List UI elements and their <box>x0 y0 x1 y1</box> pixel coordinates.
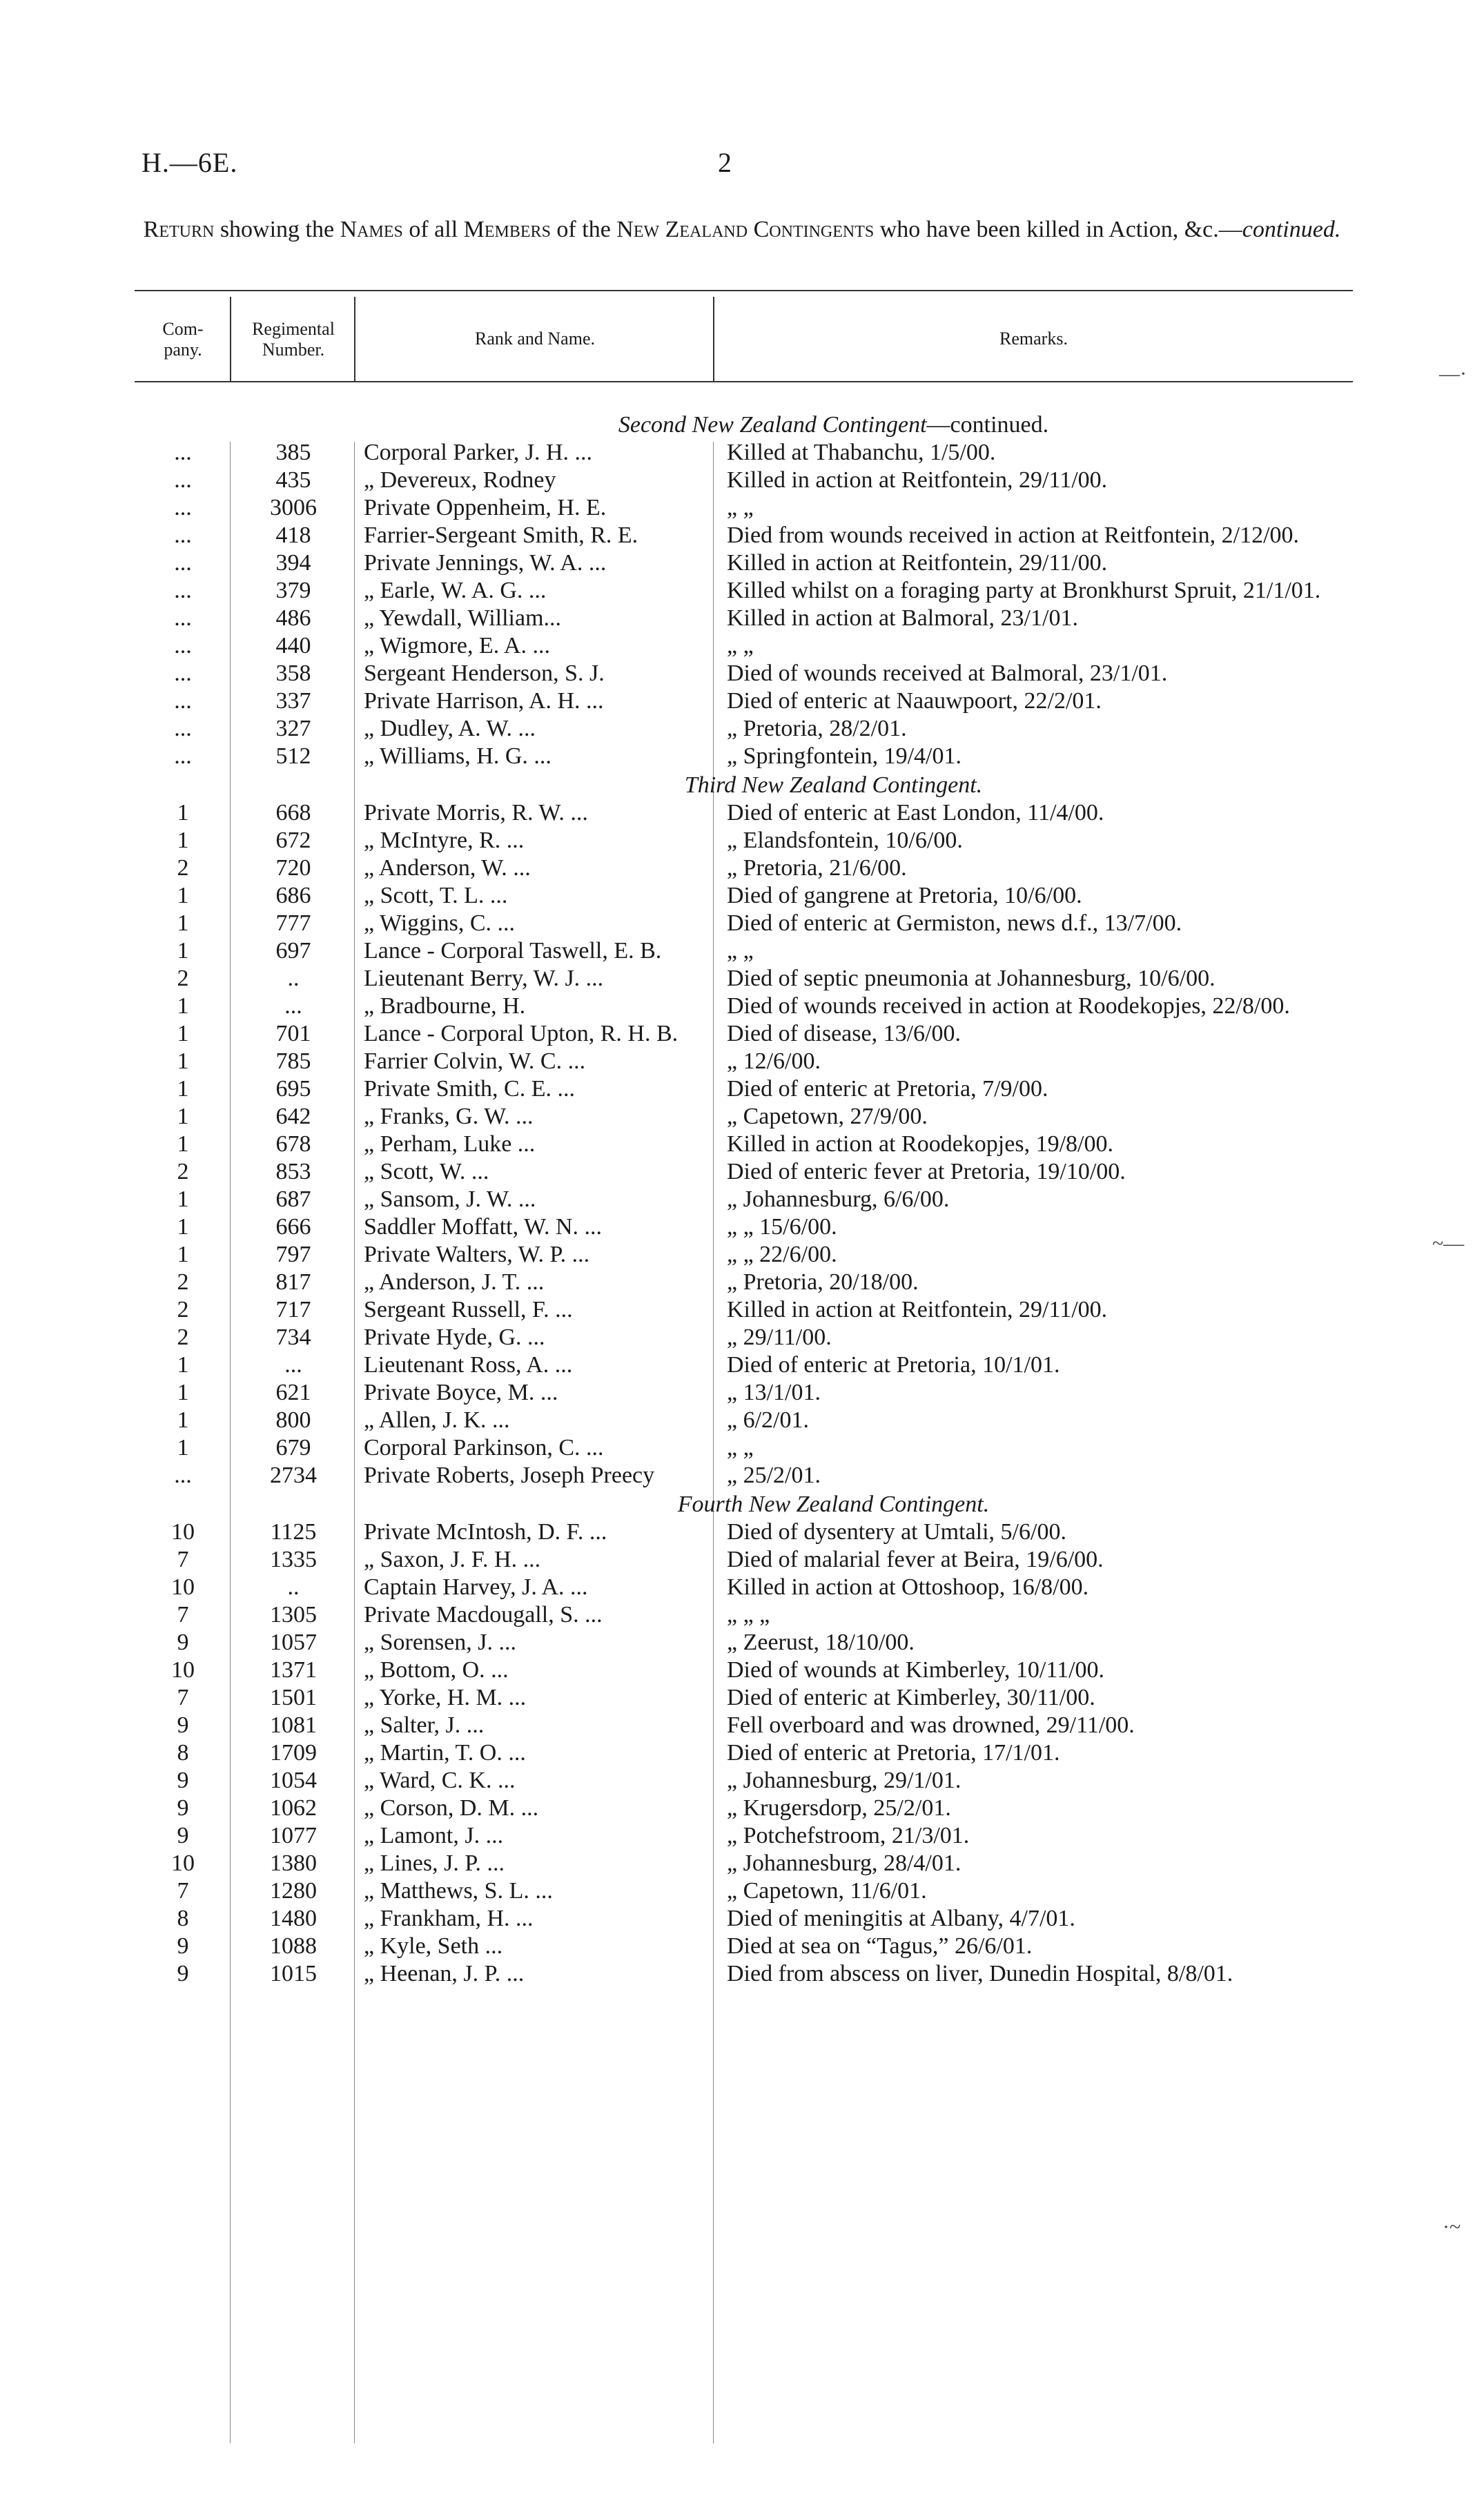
table-row <box>135 1960 1353 1988</box>
table-row <box>135 1518 1353 1546</box>
company-cell: 1 <box>177 1021 189 1046</box>
company-cell: 10 <box>171 1574 195 1600</box>
remarks-cell: „ „ <box>727 633 754 658</box>
rank-name-cell: „ Franks, G. W. ... <box>364 1104 534 1129</box>
company-cell: 1 <box>177 1048 189 1074</box>
company-cell: ... <box>174 522 192 548</box>
table-row <box>135 1131 1353 1158</box>
remarks-cell: „ „ <box>727 938 754 964</box>
remarks-cell: Died of enteric at Germiston, news d.f., 13/7/00. <box>727 910 1182 936</box>
rank-name-cell: „ Anderson, J. T. ... <box>364 1269 545 1295</box>
remarks-cell: Died of wounds received at Balmoral, 23/1/01. <box>727 661 1168 686</box>
regimental-number-cell: .. <box>287 966 300 991</box>
rank-name-cell: „ Heenan, J. P. ... <box>364 1961 525 1986</box>
regimental-number-cell: .. <box>287 1574 300 1600</box>
table-row <box>135 715 1353 743</box>
regimental-number-cell: 1480 <box>270 1906 317 1931</box>
regimental-number-cell: 385 <box>275 440 311 465</box>
column-header-regimental: Regimental Number. <box>252 319 335 360</box>
company-cell: 9 <box>177 1768 189 1793</box>
table-row <box>135 605 1353 632</box>
rank-name-cell: „ Martin, T. O. ... <box>364 1740 526 1766</box>
company-cell: ... <box>174 578 192 603</box>
regimental-number-cell: 621 <box>275 1380 311 1405</box>
rank-name-cell: Lieutenant Ross, A. ... <box>364 1352 573 1378</box>
company-cell: 1 <box>177 993 189 1019</box>
rank-name-cell: Private Macdougall, S. ... <box>364 1602 603 1628</box>
table-row <box>135 1850 1353 1877</box>
regimental-number-cell: 687 <box>275 1186 311 1212</box>
table-row <box>135 882 1353 910</box>
rank-name-cell: „ Sansom, J. W. ... <box>364 1186 536 1212</box>
company-cell: 7 <box>177 1878 189 1904</box>
rank-name-cell: „ Perham, Luke ... <box>364 1131 536 1157</box>
regimental-number-cell: 1054 <box>270 1768 317 1793</box>
column-divider <box>713 297 714 381</box>
rank-name-cell: Saddler Moffatt, W. N. ... <box>364 1214 603 1240</box>
remarks-cell: Died of wounds received in action at Roodekopjes, 22/8/00. <box>727 993 1290 1019</box>
regimental-number-cell: 686 <box>275 883 311 908</box>
regimental-number-cell: 337 <box>275 688 311 714</box>
rank-name-cell: „ Corson, D. M. ... <box>364 1795 539 1821</box>
regimental-number-cell: 1062 <box>270 1795 317 1821</box>
rank-name-cell: „ Matthews, S. L. ... <box>364 1878 553 1904</box>
remarks-cell: Died of gangrene at Pretoria, 10/6/00. <box>727 883 1082 908</box>
rank-name-cell: „ Dudley, A. W. ... <box>364 716 536 741</box>
section-heading: Second New Zealand Contingent—continued. <box>618 412 1049 438</box>
rank-name-cell: „ McIntyre, R. ... <box>364 828 525 853</box>
regimental-number-cell: 678 <box>275 1131 311 1157</box>
remarks-cell: Died of enteric at East London, 11/4/00. <box>727 800 1104 825</box>
regimental-number-cell: 418 <box>275 522 311 548</box>
table-row <box>135 827 1353 854</box>
rank-name-cell: „ Allen, J. K. ... <box>364 1407 510 1433</box>
remarks-cell: „ Springfontein, 19/4/01. <box>727 743 961 769</box>
column-header-rank: Rank and Name. <box>474 329 595 349</box>
company-cell: ... <box>174 716 192 741</box>
rank-name-cell: „ Kyle, Seth ... <box>364 1933 503 1959</box>
company-cell: 2 <box>177 1159 189 1184</box>
rank-name-cell: Farrier Colvin, W. C. ... <box>364 1048 586 1074</box>
regimental-number-cell: 785 <box>275 1048 311 1074</box>
table-row <box>135 1020 1353 1048</box>
table-row <box>135 937 1353 965</box>
company-cell: 1 <box>177 938 189 964</box>
table-row <box>135 1296 1353 1324</box>
table-row <box>135 965 1353 993</box>
company-cell: 1 <box>177 883 189 908</box>
table-row <box>135 660 1353 687</box>
company-cell: 1 <box>177 828 189 853</box>
table-row <box>135 1048 1353 1075</box>
table-top-rule <box>135 290 1353 291</box>
regimental-number-cell: 327 <box>275 716 311 741</box>
regimental-number-cell: 1305 <box>270 1602 317 1628</box>
table-row <box>135 439 1353 467</box>
table-row <box>135 1684 1353 1712</box>
rank-name-cell: „ Wigmore, E. A. ... <box>364 633 550 658</box>
company-cell: 1 <box>177 1242 189 1267</box>
table-row <box>135 1462 1353 1489</box>
table-row <box>135 549 1353 577</box>
table-row <box>135 993 1353 1020</box>
regimental-number-cell: 797 <box>275 1242 311 1267</box>
rank-name-cell: Sergeant Henderson, S. J. <box>364 661 605 686</box>
regimental-number-cell: 1015 <box>270 1961 317 1986</box>
regimental-number-cell: 1088 <box>270 1933 317 1959</box>
regimental-number-cell: 666 <box>275 1214 311 1240</box>
table-row <box>135 1351 1353 1379</box>
regimental-number-cell: ... <box>284 993 302 1019</box>
remarks-cell: Died from wounds received in action at Reitfontein, 2/12/00. <box>727 522 1300 548</box>
column-divider <box>230 297 231 381</box>
regimental-number-cell: 800 <box>275 1407 311 1433</box>
rank-name-cell: Captain Harvey, J. A. ... <box>364 1574 588 1600</box>
rank-name-cell: Private Morris, R. W. ... <box>364 800 588 825</box>
table-row <box>135 1407 1353 1434</box>
table-row <box>135 1574 1353 1601</box>
table-row <box>135 632 1353 660</box>
remarks-cell: Died of septic pneumonia at Johannesburg, 10/6/00. <box>727 966 1215 991</box>
remarks-cell: „ 29/11/00. <box>727 1325 832 1350</box>
regimental-number-cell: 701 <box>275 1021 311 1046</box>
remarks-cell: „ 12/6/00. <box>727 1048 821 1074</box>
table-row <box>135 1546 1353 1574</box>
company-cell: 1 <box>177 1076 189 1102</box>
rank-name-cell: „ Wiggins, C. ... <box>364 910 516 936</box>
company-cell: 7 <box>177 1685 189 1710</box>
remarks-cell: Killed in action at Reitfontein, 29/11/00. <box>727 1297 1108 1322</box>
rank-name-cell: „ Frankham, H. ... <box>364 1906 534 1931</box>
margin-mark: —· <box>1439 362 1467 385</box>
remarks-cell: „ Johannesburg, 6/6/00. <box>727 1186 950 1212</box>
company-cell: 2 <box>177 1297 189 1322</box>
rank-name-cell: Lieutenant Berry, W. J. ... <box>364 966 604 991</box>
rank-name-cell: „ Saxon, J. F. H. ... <box>364 1547 541 1572</box>
company-cell: 1 <box>177 1186 189 1212</box>
company-cell: ... <box>174 467 192 493</box>
table-row <box>135 1629 1353 1657</box>
table-row <box>135 854 1353 882</box>
company-cell: ... <box>174 633 192 658</box>
rank-name-cell: „ Scott, W. ... <box>364 1159 489 1184</box>
company-cell: 8 <box>177 1740 189 1766</box>
remarks-cell: „ Elandsfontein, 10/6/00. <box>727 828 963 853</box>
remarks-cell: „ Johannesburg, 29/1/01. <box>727 1768 961 1793</box>
regimental-number-cell: 697 <box>275 938 311 964</box>
regimental-number-cell: 1057 <box>270 1630 317 1655</box>
remarks-cell: „ Capetown, 11/6/01. <box>727 1878 927 1904</box>
rank-name-cell: Private Smith, C. E. ... <box>364 1076 575 1102</box>
table-row <box>135 494 1353 522</box>
table-row <box>135 799 1353 827</box>
table-row <box>135 910 1353 937</box>
table-row <box>135 1933 1353 1960</box>
remarks-cell: Died of enteric at Kimberley, 30/11/00. <box>727 1685 1095 1710</box>
remarks-cell: Died of wounds at Kimberley, 10/11/00. <box>727 1657 1105 1683</box>
company-cell: 1 <box>177 1131 189 1157</box>
regimental-number-cell: 379 <box>275 578 311 603</box>
remarks-cell: „ Potchefstroom, 21/3/01. <box>727 1823 970 1848</box>
regimental-number-cell: 1371 <box>270 1657 317 1683</box>
regimental-number-cell: 358 <box>275 661 311 686</box>
regimental-number-cell: 486 <box>275 605 311 631</box>
regimental-number-cell: 512 <box>275 743 311 769</box>
company-cell: 10 <box>171 1657 195 1683</box>
remarks-cell: „ Capetown, 27/9/00. <box>727 1104 928 1129</box>
regimental-number-cell: 817 <box>275 1269 311 1295</box>
remarks-cell: Died of disease, 13/6/00. <box>727 1021 961 1046</box>
section-heading: Fourth New Zealand Contingent. <box>677 1492 990 1517</box>
remarks-cell: „ „ „ <box>727 1602 770 1628</box>
section-heading: Third New Zealand Contingent. <box>684 772 983 798</box>
regimental-number-cell: 695 <box>275 1076 311 1102</box>
remarks-cell: „ Johannesburg, 28/4/01. <box>727 1850 961 1876</box>
margin-mark: ·~ <box>1443 2216 1461 2238</box>
table-row <box>135 1905 1353 1933</box>
regimental-number-cell: 1380 <box>270 1850 317 1876</box>
remarks-cell: Fell overboard and was drowned, 29/11/00. <box>727 1712 1135 1738</box>
company-cell: 7 <box>177 1602 189 1628</box>
company-cell: 9 <box>177 1961 189 1986</box>
remarks-cell: „ Pretoria, 28/2/01. <box>727 716 907 741</box>
rank-name-cell: „ Yorke, H. M. ... <box>364 1685 527 1710</box>
table-row <box>135 1657 1353 1684</box>
rank-name-cell: „ Lamont, J. ... <box>364 1823 504 1848</box>
company-cell: ... <box>174 440 192 465</box>
rank-name-cell: Farrier-Sergeant Smith, R. E. <box>364 522 638 548</box>
column-header-company: Com- pany. <box>162 319 204 360</box>
remarks-cell: „ Pretoria, 21/6/00. <box>727 855 907 881</box>
remarks-cell: „ „ <box>727 495 754 520</box>
company-cell: 2 <box>177 855 189 881</box>
rank-name-cell: „ Earle, W. A. G. ... <box>364 578 547 603</box>
regimental-number-cell: 440 <box>275 633 311 658</box>
company-cell: ... <box>174 605 192 631</box>
company-cell: 1 <box>177 910 189 936</box>
rank-name-cell: Corporal Parkinson, C. ... <box>364 1435 604 1460</box>
regimental-number-cell: 2734 <box>270 1463 317 1488</box>
margin-mark: ~— <box>1432 1232 1465 1255</box>
regimental-number-cell: 1081 <box>270 1712 317 1738</box>
rank-name-cell: „ Yewdall, William... <box>364 605 562 631</box>
remarks-cell: Died of enteric at Pretoria, 10/1/01. <box>727 1352 1060 1378</box>
table-body <box>135 411 1353 1988</box>
table-row <box>135 1241 1353 1269</box>
rank-name-cell: „ Ward, C. K. ... <box>364 1768 516 1793</box>
company-cell: 1 <box>177 1407 189 1433</box>
regimental-number-cell: 668 <box>275 800 311 825</box>
regimental-number-cell: 720 <box>275 855 311 881</box>
company-cell: ... <box>174 743 192 769</box>
remarks-cell: Died from abscess on liver, Dunedin Hospital, 8/8/01. <box>727 1961 1233 1986</box>
table-row <box>135 1767 1353 1795</box>
remarks-cell: Killed in action at Ottoshoop, 16/8/00. <box>727 1574 1089 1600</box>
return-title: Return showing the Names of all Members of the New Zealand Contingents who have been killed in Action, &c.—continued. <box>143 217 1341 242</box>
regimental-number-cell: 1335 <box>270 1547 317 1572</box>
company-cell: 9 <box>177 1630 189 1655</box>
regimental-number-cell: 734 <box>275 1325 311 1350</box>
rank-name-cell: Sergeant Russell, F. ... <box>364 1297 573 1322</box>
remarks-cell: „ Krugersdorp, 25/2/01. <box>727 1795 951 1821</box>
company-cell: 2 <box>177 966 189 991</box>
table-row <box>135 743 1353 770</box>
rank-name-cell: Private Walters, W. P. ... <box>364 1242 590 1267</box>
company-cell: 1 <box>177 1380 189 1405</box>
remarks-cell: Killed at Thabanchu, 1/5/00. <box>727 440 996 465</box>
table-row <box>135 1739 1353 1767</box>
page-number: 2 <box>718 147 732 178</box>
regimental-number-cell: 1501 <box>270 1685 317 1710</box>
table-header-rule <box>135 381 1353 382</box>
rank-name-cell: Private Jennings, W. A. ... <box>364 550 607 576</box>
table-row <box>135 577 1353 605</box>
remarks-cell: Died at sea on “Tagus,” 26/6/01. <box>727 1933 1033 1959</box>
regimental-number-cell: 1077 <box>270 1823 317 1848</box>
table-row <box>135 522 1353 549</box>
table-row <box>135 1434 1353 1462</box>
rank-name-cell: „ Bradbourne, H. <box>364 993 526 1019</box>
company-cell: 9 <box>177 1795 189 1821</box>
remarks-cell: Killed whilst on a foraging party at Bronkhurst Spruit, 21/1/01. <box>727 578 1321 603</box>
company-cell: 9 <box>177 1823 189 1848</box>
rank-name-cell: „ Lines, J. P. ... <box>364 1850 505 1876</box>
table-row <box>135 1075 1353 1103</box>
regimental-number-cell: 777 <box>275 910 311 936</box>
remarks-cell: Killed in action at Reitfontein, 29/11/00. <box>727 467 1108 493</box>
remarks-cell: „ Pretoria, 20/18/00. <box>727 1269 919 1295</box>
company-cell: ... <box>174 1463 192 1488</box>
rank-name-cell: Corporal Parker, J. H. ... <box>364 440 593 465</box>
remarks-cell: Died of enteric at Pretoria, 7/9/00. <box>727 1076 1048 1102</box>
rank-name-cell: „ Sorensen, J. ... <box>364 1630 516 1655</box>
company-cell: 1 <box>177 800 189 825</box>
company-cell: ... <box>174 495 192 520</box>
table-row <box>135 1324 1353 1351</box>
remarks-cell: Died of dysentery at Umtali, 5/6/00. <box>727 1519 1066 1545</box>
rank-name-cell: Lance - Corporal Taswell, E. B. <box>364 938 662 964</box>
rank-name-cell: Private McIntosh, D. F. ... <box>364 1519 607 1545</box>
regimental-number-cell: 1709 <box>270 1740 317 1766</box>
company-cell: 2 <box>177 1325 189 1350</box>
regimental-number-cell: 1280 <box>270 1878 317 1904</box>
rank-name-cell: Private Roberts, Joseph Preecy <box>364 1463 655 1488</box>
table-row <box>135 1379 1353 1407</box>
rank-name-cell: „ Anderson, W. ... <box>364 855 531 881</box>
remarks-cell: Killed in action at Reitfontein, 29/11/00. <box>727 550 1108 576</box>
rank-name-cell: Private Oppenheim, H. E. <box>364 495 607 520</box>
column-header-remarks: Remarks. <box>999 329 1068 349</box>
regimental-number-cell: 435 <box>275 467 311 493</box>
table-row <box>135 1186 1353 1213</box>
regimental-number-cell: ... <box>284 1352 302 1378</box>
rank-name-cell: „ Devereux, Rodney <box>364 467 556 493</box>
regimental-number-cell: 394 <box>275 550 311 576</box>
document-reference: H.—6E. <box>141 147 238 178</box>
rank-name-cell: „ Scott, T. L. ... <box>364 883 508 908</box>
table-row <box>135 1712 1353 1739</box>
company-cell: 2 <box>177 1269 189 1295</box>
remarks-cell: Died of meningitis at Albany, 4/7/01. <box>727 1906 1075 1931</box>
company-cell: 8 <box>177 1906 189 1931</box>
remarks-cell: „ Zeerust, 18/10/00. <box>727 1630 915 1655</box>
remarks-cell: Killed in action at Roodekopjes, 19/8/00. <box>727 1131 1113 1157</box>
table-row <box>135 1103 1353 1131</box>
company-cell: 1 <box>177 1352 189 1378</box>
company-cell: 1 <box>177 1435 189 1460</box>
rank-name-cell: Private Harrison, A. H. ... <box>364 688 604 714</box>
regimental-number-cell: 853 <box>275 1159 311 1184</box>
company-cell: 7 <box>177 1547 189 1572</box>
remarks-cell: „ „ 22/6/00. <box>727 1242 837 1267</box>
table-row <box>135 1601 1353 1629</box>
regimental-number-cell: 1125 <box>270 1519 317 1545</box>
company-cell: ... <box>174 688 192 714</box>
rank-name-cell: Lance - Corporal Upton, R. H. B. <box>364 1021 678 1046</box>
company-cell: 10 <box>171 1519 195 1545</box>
table-row <box>135 1822 1353 1850</box>
remarks-cell: Died of enteric fever at Pretoria, 19/10/00. <box>727 1159 1126 1184</box>
company-cell: 9 <box>177 1712 189 1738</box>
table-row <box>135 1877 1353 1905</box>
regimental-number-cell: 672 <box>275 828 311 853</box>
remarks-cell: „ 13/1/01. <box>727 1380 821 1405</box>
table-row <box>135 1795 1353 1822</box>
table-row <box>135 1213 1353 1241</box>
table-row <box>135 467 1353 494</box>
company-cell: 1 <box>177 1104 189 1129</box>
company-cell: 9 <box>177 1933 189 1959</box>
regimental-number-cell: 642 <box>275 1104 311 1129</box>
table-row <box>135 1269 1353 1296</box>
remarks-cell: „ 6/2/01. <box>727 1407 809 1433</box>
rank-name-cell: „ Bottom, O. ... <box>364 1657 509 1683</box>
company-cell: 10 <box>171 1850 195 1876</box>
regimental-number-cell: 679 <box>275 1435 311 1460</box>
company-cell: ... <box>174 661 192 686</box>
remarks-cell: Died of malarial fever at Beira, 19/6/00. <box>727 1547 1104 1572</box>
regimental-number-cell: 717 <box>275 1297 311 1322</box>
remarks-cell: „ „ <box>727 1435 754 1460</box>
remarks-cell: „ 25/2/01. <box>727 1463 821 1488</box>
regimental-number-cell: 3006 <box>270 495 317 520</box>
remarks-cell: Died of enteric at Naauwpoort, 22/2/01. <box>727 688 1102 714</box>
rank-name-cell: „ Salter, J. ... <box>364 1712 485 1738</box>
rank-name-cell: „ Williams, H. G. ... <box>364 743 551 769</box>
rank-name-cell: Private Boyce, M. ... <box>364 1380 558 1405</box>
table-row <box>135 687 1353 715</box>
rank-name-cell: Private Hyde, G. ... <box>364 1325 545 1350</box>
company-cell: 1 <box>177 1214 189 1240</box>
company-cell: ... <box>174 550 192 576</box>
remarks-cell: Died of enteric at Pretoria, 17/1/01. <box>727 1740 1060 1766</box>
remarks-cell: Killed in action at Balmoral, 23/1/01. <box>727 605 1078 631</box>
remarks-cell: „ „ 15/6/00. <box>727 1214 837 1240</box>
column-divider <box>354 297 355 381</box>
table-row <box>135 1158 1353 1186</box>
